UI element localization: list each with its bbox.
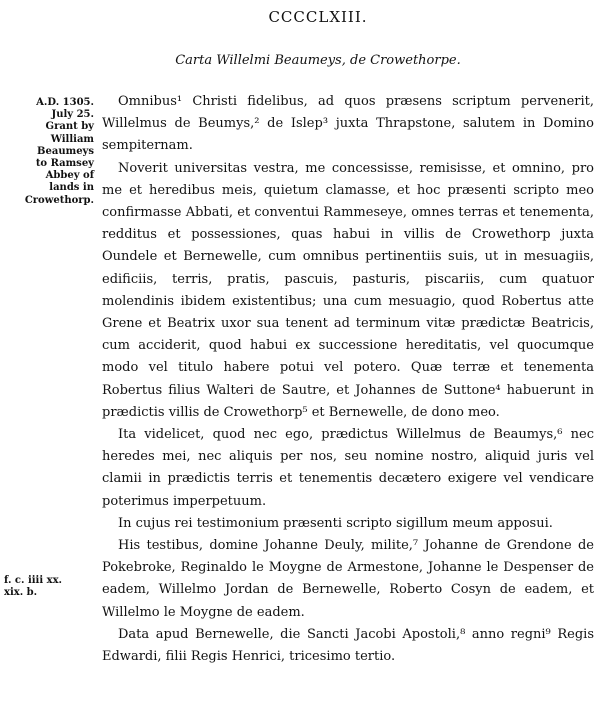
paragraph-dating: Data apud Bernewelle, die Sancti Jacobi Apostoli,⁸ anno regni⁹ Regis Edwardi, filii Regis Henrici, tricesimo tertio. (102, 626, 594, 665)
margin-note-line: A.D. 1305. (36, 97, 94, 108)
margin-note-line: lands in (49, 182, 94, 194)
margin-note-line: Beaumeys (37, 145, 94, 157)
margin-note-date (2, 97, 94, 207)
charter-number-heading: CCCCLXIII. (268, 8, 368, 26)
margin-note-line: f. c. iiii xx. (4, 575, 63, 586)
paragraph-grant: Noverit universitas vestra, me concessisse, remisisse, et omnino, pro me et heredibus meis, quietum clamasse, et hoc præsenti scripto meo confirmasse Abbati, et conventui Rammeseye, omnes terras et tenementa, redditus et possessiones, quas habui in villis de Crowethorp juxta Oundele et Bernewelle, cum omnibus pertinentiis suis, ut in mesuagiis, edificiis, terris, pratis, pascuis, pasturis, piscariis, cum quatuor molendinis ibidem existentibus; una cum mesuagio, quod Robertus atte Grene et Beatrix uxor sua tenent ad terminum vitæ prædictæ Beatricis, cum acciderit, quod habui ex successione hereditatis, vel quocumque modo vel titulo habere potui vel potero. Quæ terræ et tenementa Robertus filius Walteri de Sautre, et Johannes de Suttone⁴ habuerunt in prædictis villis de Crowethorp⁵ et Bernewelle, de dono meo. (102, 160, 594, 420)
charter-title: Carta Willelmi Beaumeys, de Crowethorpe. (175, 53, 461, 68)
margin-note-line: July 25. (51, 109, 94, 121)
margin-note-line: Abbey of (45, 170, 94, 182)
margin-note-line: xix. b. (4, 587, 38, 599)
paragraph-sealing: In cujus rei testimonium præsenti scripto sigillum meum apposui. (118, 515, 553, 531)
paragraph-witnesses: His testibus, domine Johanne Deuly, milite,⁷ Johanne de Grendone de Pokebroke, Reginaldo le Moygne de Armestone, Johanne le Despenser de eadem, Willelmo Jordan de Bernewelle, Roberto Cosyn de eadem, et Willelmo le Moygne de eadem. (102, 538, 594, 620)
margin-note-line: Crowethorp. (24, 194, 94, 206)
paragraph-conditions: Ita videlicet, quod nec ego, prædictus Willelmus de Beaumys,⁶ nec heredes mei, nec aliquis per nos, seu nomine nostro, aliquid juris vel clamii in prædictis terris et tenementis decætero exigere vel vendicare poterimus imperpetuum. (102, 427, 594, 509)
margin-note-line: to Ramsey (35, 158, 94, 170)
paragraph-salutation: Omnibus¹ Christi fidelibus, ad quos præsens scriptum pervenerit, Willelmus de Beumys,² de Islep³ juxta Thrapstone, salutem in Domino sempiternam. (102, 94, 594, 154)
charter-body (102, 91, 594, 668)
margin-note-line: William (50, 133, 94, 145)
margin-note-line: Grant by (45, 121, 94, 133)
margin-note-folio (4, 575, 84, 599)
